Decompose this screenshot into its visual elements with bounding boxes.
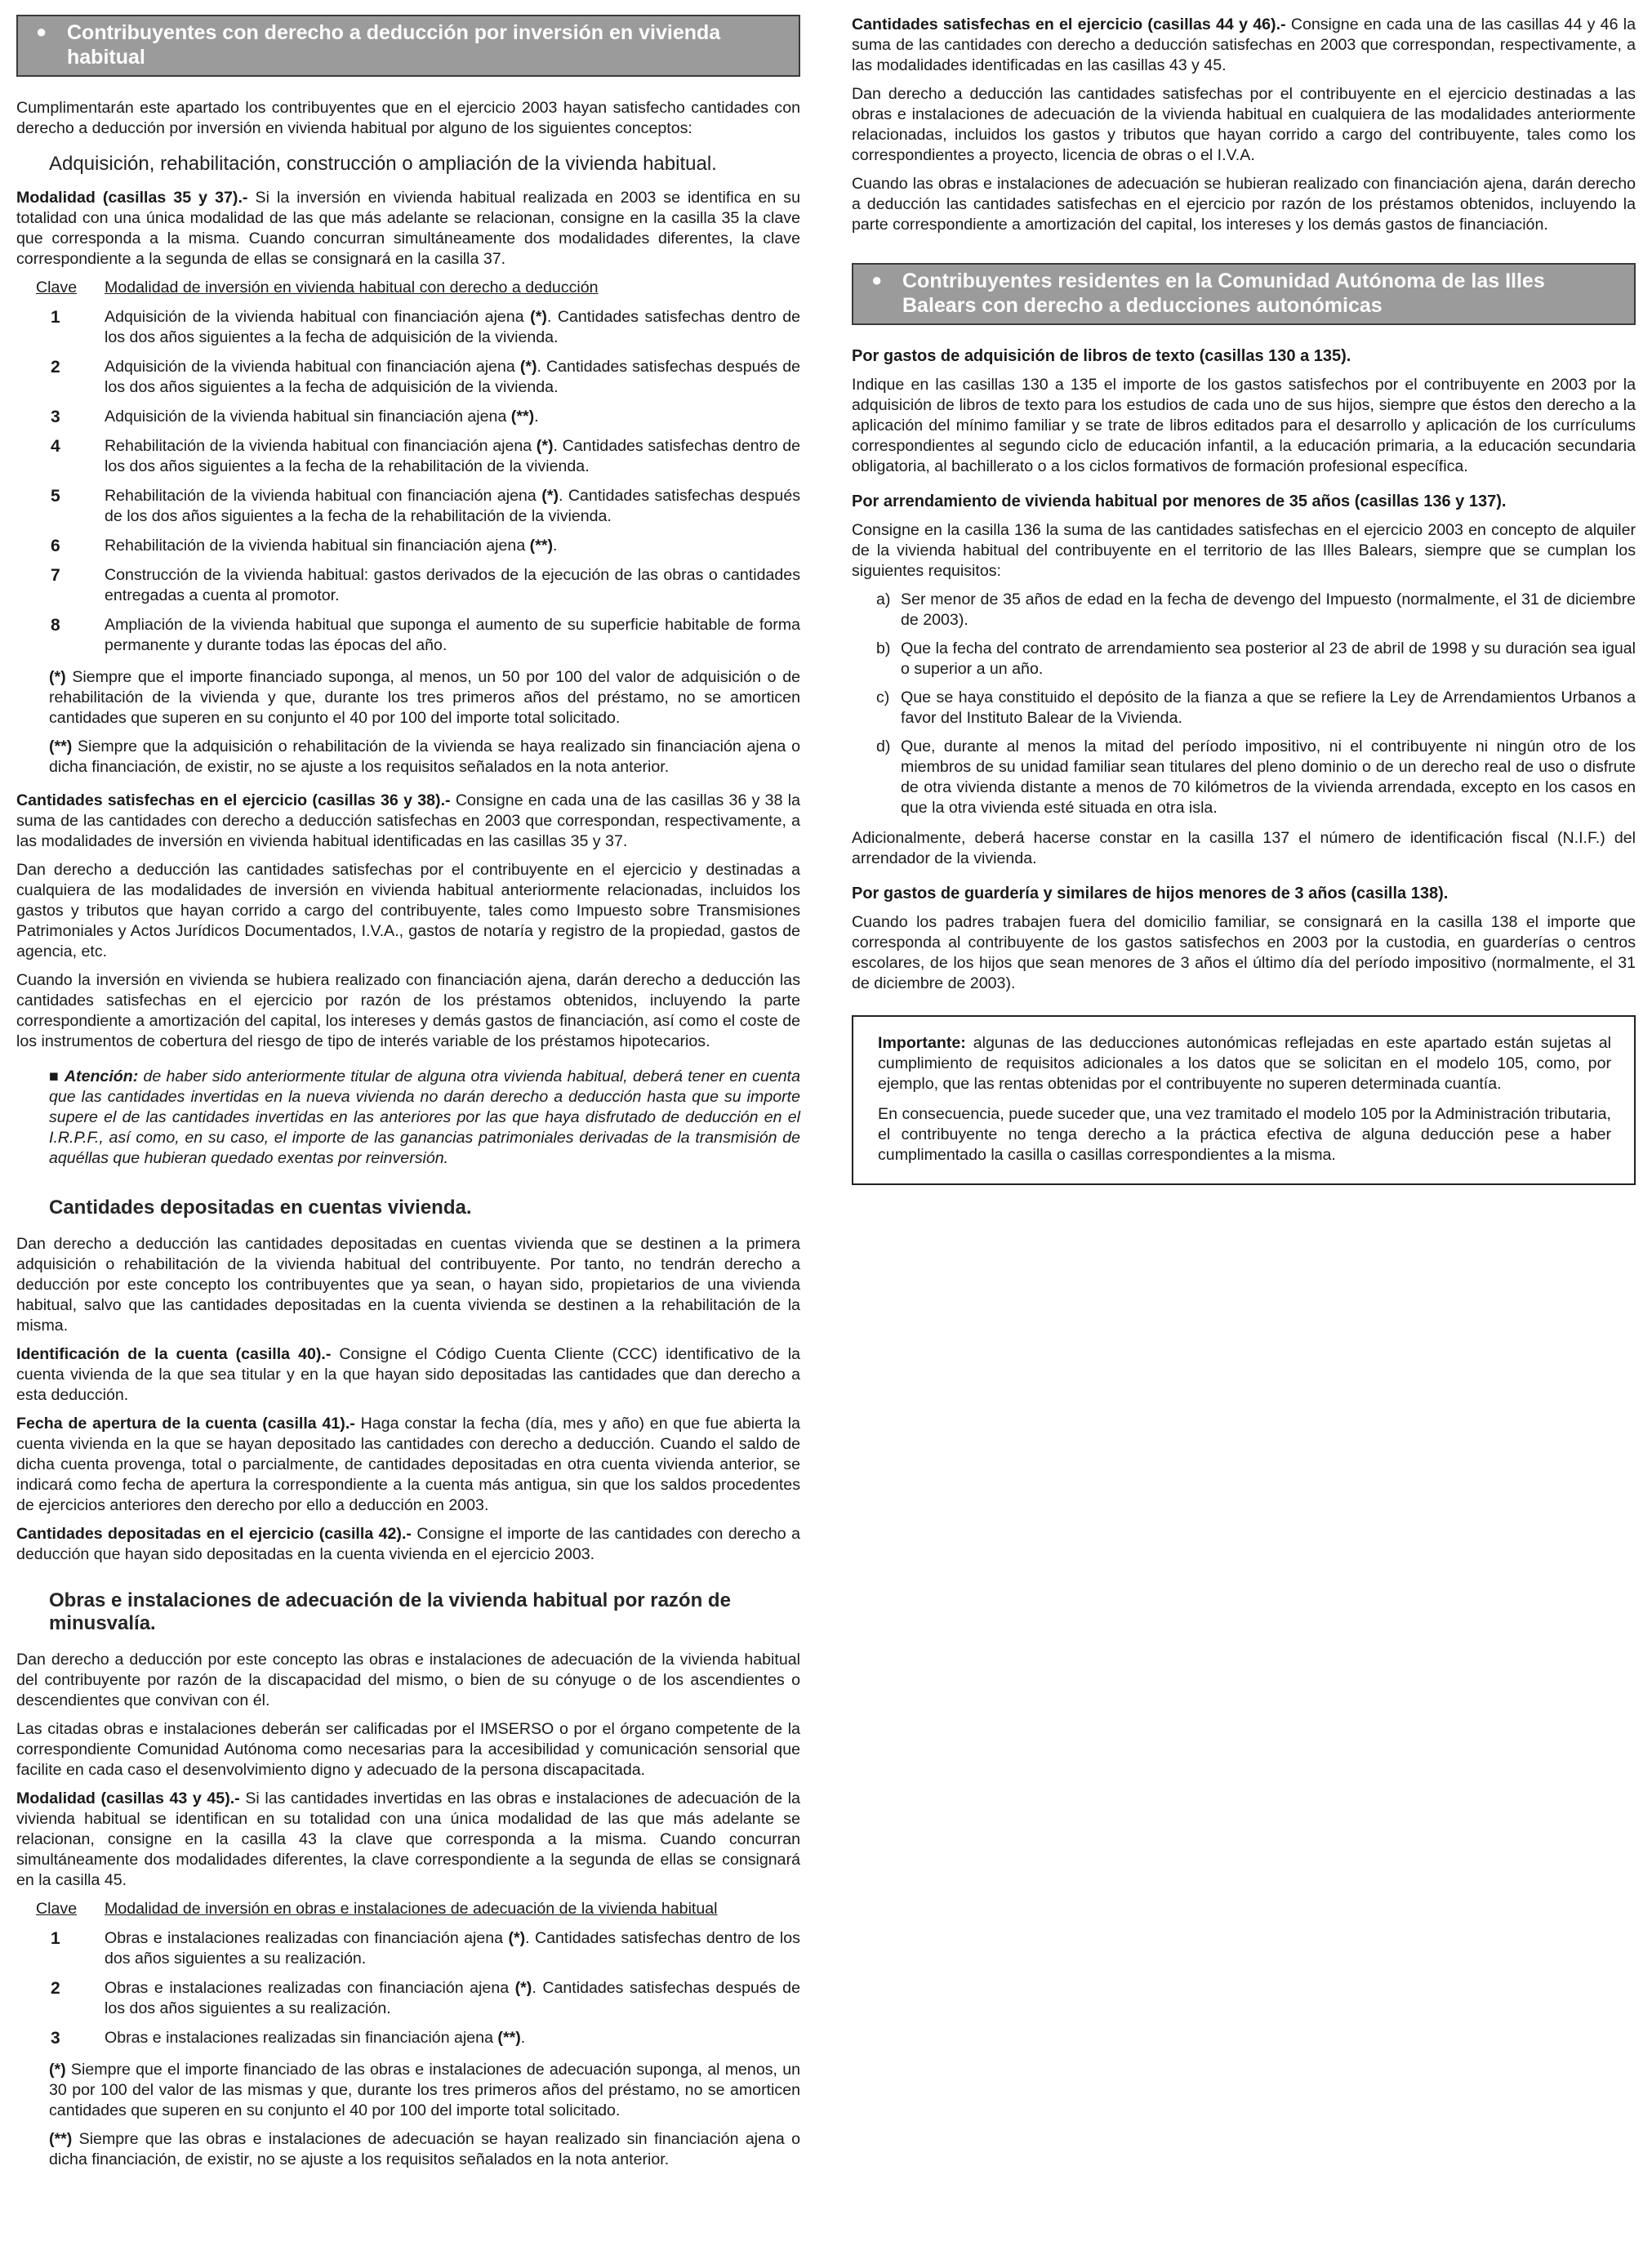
important-paragraph-2: En consecuencia, puede suceder que, una vez tramitado el modelo 105 por la Administración tributaria, el contribuyente no tenga derecho a la práctica efectiva de alguna deducción pese a haber cumplimentado la casilla o casillas correspondientes a la misma.: [878, 1105, 1611, 1164]
row-key: 3: [51, 2029, 60, 2048]
row-description: Rehabilitación de la vivienda habitual con financiación ajena (*). Cantidades satisfechas dentro de los dos años siguientes a la fecha de la rehabilitación de la vivienda.: [105, 437, 800, 475]
paragraph-cuentas: Dan derecho a deducción las cantidades depositadas en cuentas vivienda que se destinen a la primera adquisición o rehabilitación de la vivienda habitual del contribuyente. Por tanto, no tendrán derecho a deducción por este concepto los contribuyentes que ya sean, o hayan sido, propietarios de una vivienda habitual, salvo que las cantidades depositadas en la cuenta vivienda se destinen a la rehabilitación de la misma.: [16, 1235, 800, 1335]
row-description: Rehabilitación de la vivienda habitual sin financiación ajena (**).: [105, 537, 558, 555]
requirement-text: Ser menor de 35 años de edad en la fecha de devengo del Impuesto (normalmente, el 31 de diciembre de 2003).: [901, 591, 1636, 629]
table-row: [36, 357, 800, 398]
paragraph-dan-derecho: Dan derecho a deducción las cantidades satisfechas por el contribuyente en el ejercicio y destinadas a cualquiera de las modalidades de inversión en vivienda habitual anteriormente relacionadas, incluidos los gastos y tributos que hayan corrido a cargo del contribuyente, tales como Impuesto sobre Transmisiones Patrimoniales y Actos Jurídicos Documentados, I.V.A., gastos de notaría y registro de la propiedad, gastos de agencia, etc.: [16, 861, 800, 960]
requirement-letter: a): [876, 591, 891, 608]
requirement-letter: d): [876, 738, 891, 755]
row-description: Adquisición de la vivienda habitual con financiación ajena (*). Cantidades satisfechas después de los dos años siguientes a la fecha de adquisición de la vivienda.: [105, 358, 800, 396]
subheading-obras-minusvalia: Obras e instalaciones de adecuación de la vivienda habitual por razón de minusvalía.: [49, 1589, 731, 1634]
table-row: [36, 2028, 800, 2048]
paragraph-adicionalmente: Adicionalmente, deberá hacerse constar en la casilla 137 el número de identificación fiscal (N.I.F.) del arrendador de la vivienda.: [852, 829, 1636, 867]
paragraph-fecha-apertura: Fecha de apertura de la cuenta (casilla 41).- Haga constar la fecha (día, mes y año) en que fue abierta la cuenta vivienda en la que se hayan depositado las cantidades con derecho a deducción. Cuando el saldo de dicha cuenta provenga, total o parcialmente, de cantidades depositadas en otra cuenta vivienda anterior, se indicará como fecha de apertura la correspondiente a la cuenta más antigua, sin que los saldos procedentes de ejercicios anteriores den derecho por ello a deducción en 2003.: [16, 1415, 800, 1514]
row-description: Adquisición de la vivienda habitual con financiación ajena (*). Cantidades satisfechas dentro de los dos años siguientes a la fecha de adquisición de la vivienda.: [105, 308, 800, 346]
paragraph-depositadas: Cantidades depositadas en el ejercicio (casilla 42).- Consigne el importe de las cantidades con derecho a deducción que hayan sido depositadas en la cuenta vivienda en el ejercicio 2003.: [16, 1525, 800, 1563]
footnote-obras-financiacion: (*) Siempre que el importe financiado de las obras e instalaciones de adecuación suponga, al menos, un 30 por 100 del valor de las mismas y que, durante los tres primeros años del préstamo, no se amorticen cantidades que superen en su conjunto el 40 por 100 del importe total solicitado.: [49, 2061, 800, 2119]
requirement-text: Que se haya constituido el depósito de la fianza a que se refiere la Ley de Arrendamientos Urbanos a favor del Instituto Balear de la Vivienda.: [901, 689, 1636, 727]
table-header: Clave Modalidad de inversión en obras e instalaciones de adecuación de la vivienda habitual: [36, 1900, 718, 1918]
row-key: 1: [51, 1929, 60, 1948]
footnote-sin-financiacion: (**) Siempre que la adquisición o rehabilitación de la vivienda se haya realizado sin financiación ajena o dicha financiación, de existir, no se ajuste a los requisitos señalados en la nota anterior.: [49, 738, 800, 776]
subheading-adquisicion: Adquisición, rehabilitación, construcción o ampliación de la vivienda habitual.: [49, 153, 717, 175]
heading-libros-texto: Por gastos de adquisición de libros de texto (casillas 130 a 135).: [852, 347, 1351, 365]
important-box: [852, 1015, 1636, 1185]
paragraph-libros-texto: Indique en las casillas 130 a 135 el importe de los gastos satisfechos por el contribuyente en 2003 por la adquisición de libros de texto para los estudios de cada uno de sus hijos, siempre que éstos den derecho a la aplicación del mínimo familiar y se trate de libros editados para el desarrollo y aplicación de los currículums correspondientes al segundo ciclo de educación infantil, a la educación primaria, a la educación secundaria obligatoria, al bachillerato o a los ciclos formativos de formación profesional específica.: [852, 376, 1636, 475]
row-key: 3: [51, 408, 60, 426]
requirement-text: Que, durante al menos la mitad del período impositivo, ni el contribuyente ni ningún otro de los miembros de su unidad familiar sean titulares del pleno dominio o de un derecho real de uso o disfrute de otra vivienda distante a menos de 70 kilómetros de la vivienda arrendada, excepto en los casos en que la otra vivienda esté situada en otra isla.: [901, 738, 1636, 817]
row-key: 5: [51, 487, 60, 506]
row-description: Construcción de la vivienda habitual: gastos derivados de la ejecución de las obras o cantidades entregadas a cuenta al promotor.: [105, 566, 800, 604]
requirements-list: [876, 590, 1636, 818]
paragraph-cantidades-36-38: Cantidades satisfechas en el ejercicio (casillas 36 y 38).- Consigne en cada una de las casillas 36 y 38 la suma de las cantidades con derecho a deducción satisfechas en 2003 que correspondan, respectivamente, a las modalidades de inversión en vivienda habitual identificadas en las casillas 35 y 37.: [16, 791, 800, 850]
row-description: Obras e instalaciones realizadas con financiación ajena (*). Cantidades satisfechas dentro de los dos años siguientes a su realización.: [105, 1929, 800, 1968]
table-row: [36, 565, 800, 606]
row-key: 8: [51, 616, 60, 635]
table-row: [36, 1978, 800, 2019]
table-row: [36, 1928, 800, 1969]
heading-guarderia: Por gastos de guardería y similares de hijos menores de 3 años (casilla 138).: [852, 885, 1449, 902]
row-key: 7: [51, 566, 60, 585]
attention-note: ■ Atención: de haber sido anteriormente titular de alguna otra vivienda habitual, deberá tener en cuenta que las cantidades invertidas en la nueva vivienda no darán derecho a deducción hasta que su importe supere el de las cantidades invertidas en las anteriores por las que haya disfrutado de deducción en el I.R.P.F., así como, en su caso, el importe de las ganancias patrimoniales derivadas de la transmisión de aquéllas que hubieran quedado exentas por reinversión.: [49, 1067, 800, 1167]
row-key: 1: [51, 308, 60, 327]
table-row: [36, 615, 800, 656]
requirement-item: [876, 639, 1636, 680]
paragraph-obras-2: Las citadas obras e instalaciones deberán ser calificadas por el IMSERSO o por el órgano competente de la correspondiente Comunidad Autónoma como necesarias para la accesibilidad y comunicación sensorial que facilite en cada caso el desenvolvimiento digno y adecuado de la persona discapacitada.: [16, 1720, 800, 1779]
section-header-illes-balears: ● Contribuyentes residentes en la Comunidad Autónoma de las Illes Balears con derecho a deducciones autonómicas: [852, 263, 1636, 325]
row-description: Obras e instalaciones realizadas sin financiación ajena (**).: [105, 2029, 526, 2047]
requirement-item: [876, 688, 1636, 729]
requirement-item: [876, 590, 1636, 631]
row-description: Rehabilitación de la vivienda habitual con financiación ajena (*). Cantidades satisfechas después de los dos años siguientes a la fecha de la rehabilitación de la vivienda.: [105, 487, 801, 525]
row-description: Adquisición de la vivienda habitual sin financiación ajena (**).: [105, 408, 539, 426]
intro-paragraph: Cumplimentarán este apartado los contribuyentes que en el ejercicio 2003 hayan satisfecho cantidades con derecho a deducción por inversión en vivienda habitual por alguno de los siguientes conceptos:: [16, 99, 800, 137]
row-key: 6: [51, 537, 60, 555]
table-row: [36, 436, 800, 477]
left-column: [16, 15, 800, 2170]
paragraph-modalidad-43-45: Modalidad (casillas 43 y 45).- Si las cantidades invertidas en las obras e instalaciones de adecuación de la vivienda habitual se identifican en su totalidad con una única modalidad de las que más adelante se relacionan, consigne en la casilla 43 la clave que corresponda a la misma. Cuando concurran simultáneamente dos modalidades diferentes, la clave correspondiente a la segunda de ellas se consignará en la casilla 45.: [16, 1789, 800, 1889]
table-header: Clave Modalidad de inversión en vivienda habitual con derecho a deducción: [36, 279, 599, 296]
table-row: [36, 536, 800, 556]
table-row: [36, 407, 800, 427]
paragraph-financiacion-ajena: Cuando la inversión en vivienda se hubiera realizado con financiación ajena, darán derecho a deducción las cantidades satisfechas en el ejercicio por razón de los préstamos obtenidos, incluyendo la parte correspondiente a amortización del capital, los intereses y demás gastos de financiación, así como el coste de los instrumentos de cobertura del riesgo de tipo de interés variable de los préstamos hipotecarios.: [16, 971, 800, 1050]
subheading-cuentas-vivienda: Cantidades depositadas en cuentas vivienda.: [49, 1197, 472, 1219]
right-column: [852, 15, 1636, 1185]
paragraph-obras-1: Dan derecho a deducción por este concepto las obras e instalaciones de adecuación de la vivienda habitual del contribuyente por razón de la discapacidad del mismo, o bien de su cónyuge o de los ascendientes o descendientes que convivan con él.: [16, 1651, 800, 1709]
footnote-obras-sin-financiacion: (**) Siempre que las obras e instalaciones de adecuación se hayan realizado sin financiación ajena o dicha financiación, de existir, no se ajuste a los requisitos señalados en la nota anterior.: [49, 2130, 800, 2168]
paragraph-arrendamiento: Consigne en la casilla 136 la suma de las cantidades satisfechas en el ejercicio 2003 en concepto de alquiler de la vivienda habitual del contribuyente en el territorio de las Illes Balears, siempre que se cumplan los siguientes requisitos:: [852, 521, 1636, 580]
table-modalidades-vivienda: [36, 278, 800, 656]
paragraph-modalidad: Modalidad (casillas 35 y 37).- Si la inversión en vivienda habitual realizada en 2003 se identifica en su totalidad con una única modalidad de las que más adelante se relacionan, consigne en la casilla 35 la clave que corresponda a la misma. Cuando concurran simultáneamente dos modalidades diferentes, la clave correspondiente a la segunda de ellas se consignará en la casilla 37.: [16, 189, 800, 268]
row-key: 2: [51, 1979, 60, 1998]
important-paragraph-1: Importante: algunas de las deducciones autonómicas reflejadas en este apartado están sujetas al cumplimiento de requisitos adicionales a los datos que se solicitan en el modelo 105, como, por ejemplo, que las rentas obtenidas por el contribuyente no superen determinada cuantía.: [878, 1034, 1611, 1093]
table-row: [36, 486, 800, 527]
paragraph-cantidades-44-46: Cantidades satisfechas en el ejercicio (casillas 44 y 46).- Consigne en cada una de las casillas 44 y 46 la suma de las cantidades con derecho a deducción satisfechas en 2003 que correspondan, respectivamente, a las modalidades identificadas en las casillas 43 y 45.: [852, 16, 1636, 74]
heading-arrendamiento: Por arrendamiento de vivienda habitual por menores de 35 años (casillas 136 y 137).: [852, 492, 1507, 510]
row-key: 4: [51, 437, 60, 456]
row-description: Obras e instalaciones realizadas con financiación ajena (*). Cantidades satisfechas después de los dos años siguientes a su realización.: [105, 1979, 800, 2017]
section-header-vivienda: ● Contribuyentes con derecho a deducción por inversión en vivienda habitual: [16, 15, 800, 77]
row-description: Ampliación de la vivienda habitual que suponga el aumento de su superficie habitable de forma permanente y durante todas las épocas del año.: [105, 616, 800, 654]
requirement-text: Que la fecha del contrato de arrendamiento sea posterior al 23 de abril de 1998 y su duración sea igual o superior a un año.: [901, 640, 1636, 678]
requirement-item: [876, 737, 1636, 818]
paragraph-identificacion: Identificación de la cuenta (casilla 40).- Consigne el Código Cuenta Cliente (CCC) identificativo de la cuenta vivienda de la que sea titular y en la que hayan sido depositadas las cantidades que dan derecho a esta deducción.: [16, 1345, 800, 1404]
table-modalidades-obras: [36, 1899, 800, 2048]
paragraph-financiacion-obras: Cuando las obras e instalaciones de adecuación se hubieran realizado con financiación ajena, darán derecho a deducción las cantidades satisfechas en el ejercicio por razón de los préstamos obtenidos, incluyendo la parte correspondiente a amortización del capital, los intereses y los demás gastos de financiación.: [852, 175, 1636, 234]
row-key: 2: [51, 358, 60, 377]
paragraph-dan-derecho-obras: Dan derecho a deducción las cantidades satisfechas por el contribuyente en el ejercicio destinadas a las obras e instalaciones de adecuación de la vivienda habitual en cualquiera de las modalidades anteriormente relacionadas, incluidos los gastos y tributos que hayan corrido a cargo del contribuyente, tales como los correspondientes a proyecto, licencia de obras o el I.V.A.: [852, 85, 1636, 164]
paragraph-guarderia: Cuando los padres trabajen fuera del domicilio familiar, se consignará en la casilla 138 el importe que corresponda al contribuyente de los gastos satisfechos en 2003 por la custodia, en guarderías o centros escolares, de los hijos que sean menores de 3 años el último día del período impositivo (normalmente, el 31 de diciembre de 2003).: [852, 913, 1636, 992]
footnote-financiacion: (*) Siempre que el importe financiado suponga, al menos, un 50 por 100 del valor de adquisición o de rehabilitación de la vivienda y que, durante los tres primeros años del préstamo, no se amorticen cantidades que superen en su conjunto el 40 por 100 del importe total solicitado.: [49, 668, 800, 727]
requirement-letter: b): [876, 640, 891, 657]
table-row: [36, 307, 800, 348]
requirement-letter: c): [876, 689, 890, 706]
